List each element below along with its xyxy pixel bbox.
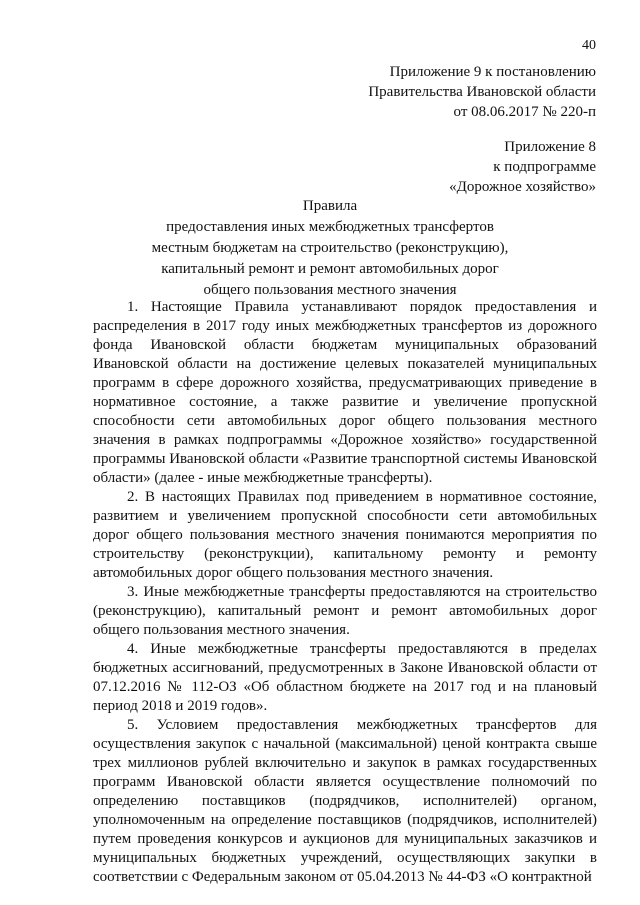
annex-9-line: Правительства Ивановской области (368, 84, 596, 100)
paragraph-4: 4. Иные межбюджетные трансферты предоставляются в пределах бюджетных ассигнований, предусмотренных в Законе Ивановской области от 07.12.2016 № 112-ОЗ «Об областном бюджете на 2017 год и на плановый период 2018 и 2019 годов». (93, 641, 597, 714)
document-title (60, 196, 600, 301)
page-number: 40 (582, 38, 596, 53)
title-heading: Правила (302, 198, 358, 214)
title-line: предоставления иных межбюджетных трансфертов (166, 219, 494, 235)
annex-8-line: «Дорожное хозяйство» (449, 179, 596, 195)
annex-8-line: Приложение 8 (504, 139, 596, 155)
paragraph-3: 3. Иные межбюджетные трансферты предоставляются на строительство (реконструкцию), капитальный ремонт и ремонт автомобильных дорог общего пользования местного значения. (93, 584, 597, 638)
paragraph-1: 1. Настоящие Правила устанавливают порядок предоставления и распределения в 2017 году иных межбюджетных трансфертов из дорожного фонда Ивановской области бюджетам муниципальных образований Ивановской области на достижение целевых показателей муниципальных программ в сфере дорожного хозяйства, предусматривающих приведение в нормативное состояние, а также развитие и увеличение пропускной способности сети автомобильных дорог общего пользования местного значения в рамках подпрограммы «Дорожное хозяйство» государственной программы Ивановской области «Развитие транспортной системы Ивановской области» (далее - иные межбюджетные трансферты). (93, 299, 597, 486)
title-line: общего пользования местного значения (203, 282, 457, 298)
annex-8-line: к подпрограмме (493, 159, 596, 175)
annex-9-line: Приложение 9 к постановлению (389, 64, 596, 80)
annex-9-line: от 08.06.2017 № 220-п (453, 104, 596, 120)
title-line: местным бюджетам на строительство (реконструкцию), (151, 240, 509, 256)
document-body (93, 298, 597, 887)
title-line: капитальный ремонт и ремонт автомобильных дорог (161, 261, 499, 277)
annex-9-header (368, 62, 596, 122)
paragraph-2: 2. В настоящих Правилах под приведением в нормативное состояние, развитием и увеличением пропускной способности сети автомобильных дорог общего пользования местного значения понимаются мероприятия по строительству (реконструкции), капитальному ремонту и ремонту автомобильных дорог общего пользования местного значения. (93, 489, 597, 581)
annex-8-header (449, 137, 596, 197)
paragraph-5: 5. Условием предоставления межбюджетных трансфертов для осуществления закупок с начальной (максимальной) ценой контракта свыше трех миллионов рублей включительно и закупок в рамках государственных программ Ивановской области является осуществление полномочий по определению поставщиков (подрядчиков, исполнителей) органом, уполномоченным на определение поставщиков (подрядчиков, исполнителей) путем проведения конкурсов и аукционов для муниципальных заказчиков и муниципальных бюджетных учреждений, осуществляющих закупки в соответствии с Федеральным законом от 05.04.2013 № 44-ФЗ «О контрактной (93, 717, 597, 885)
